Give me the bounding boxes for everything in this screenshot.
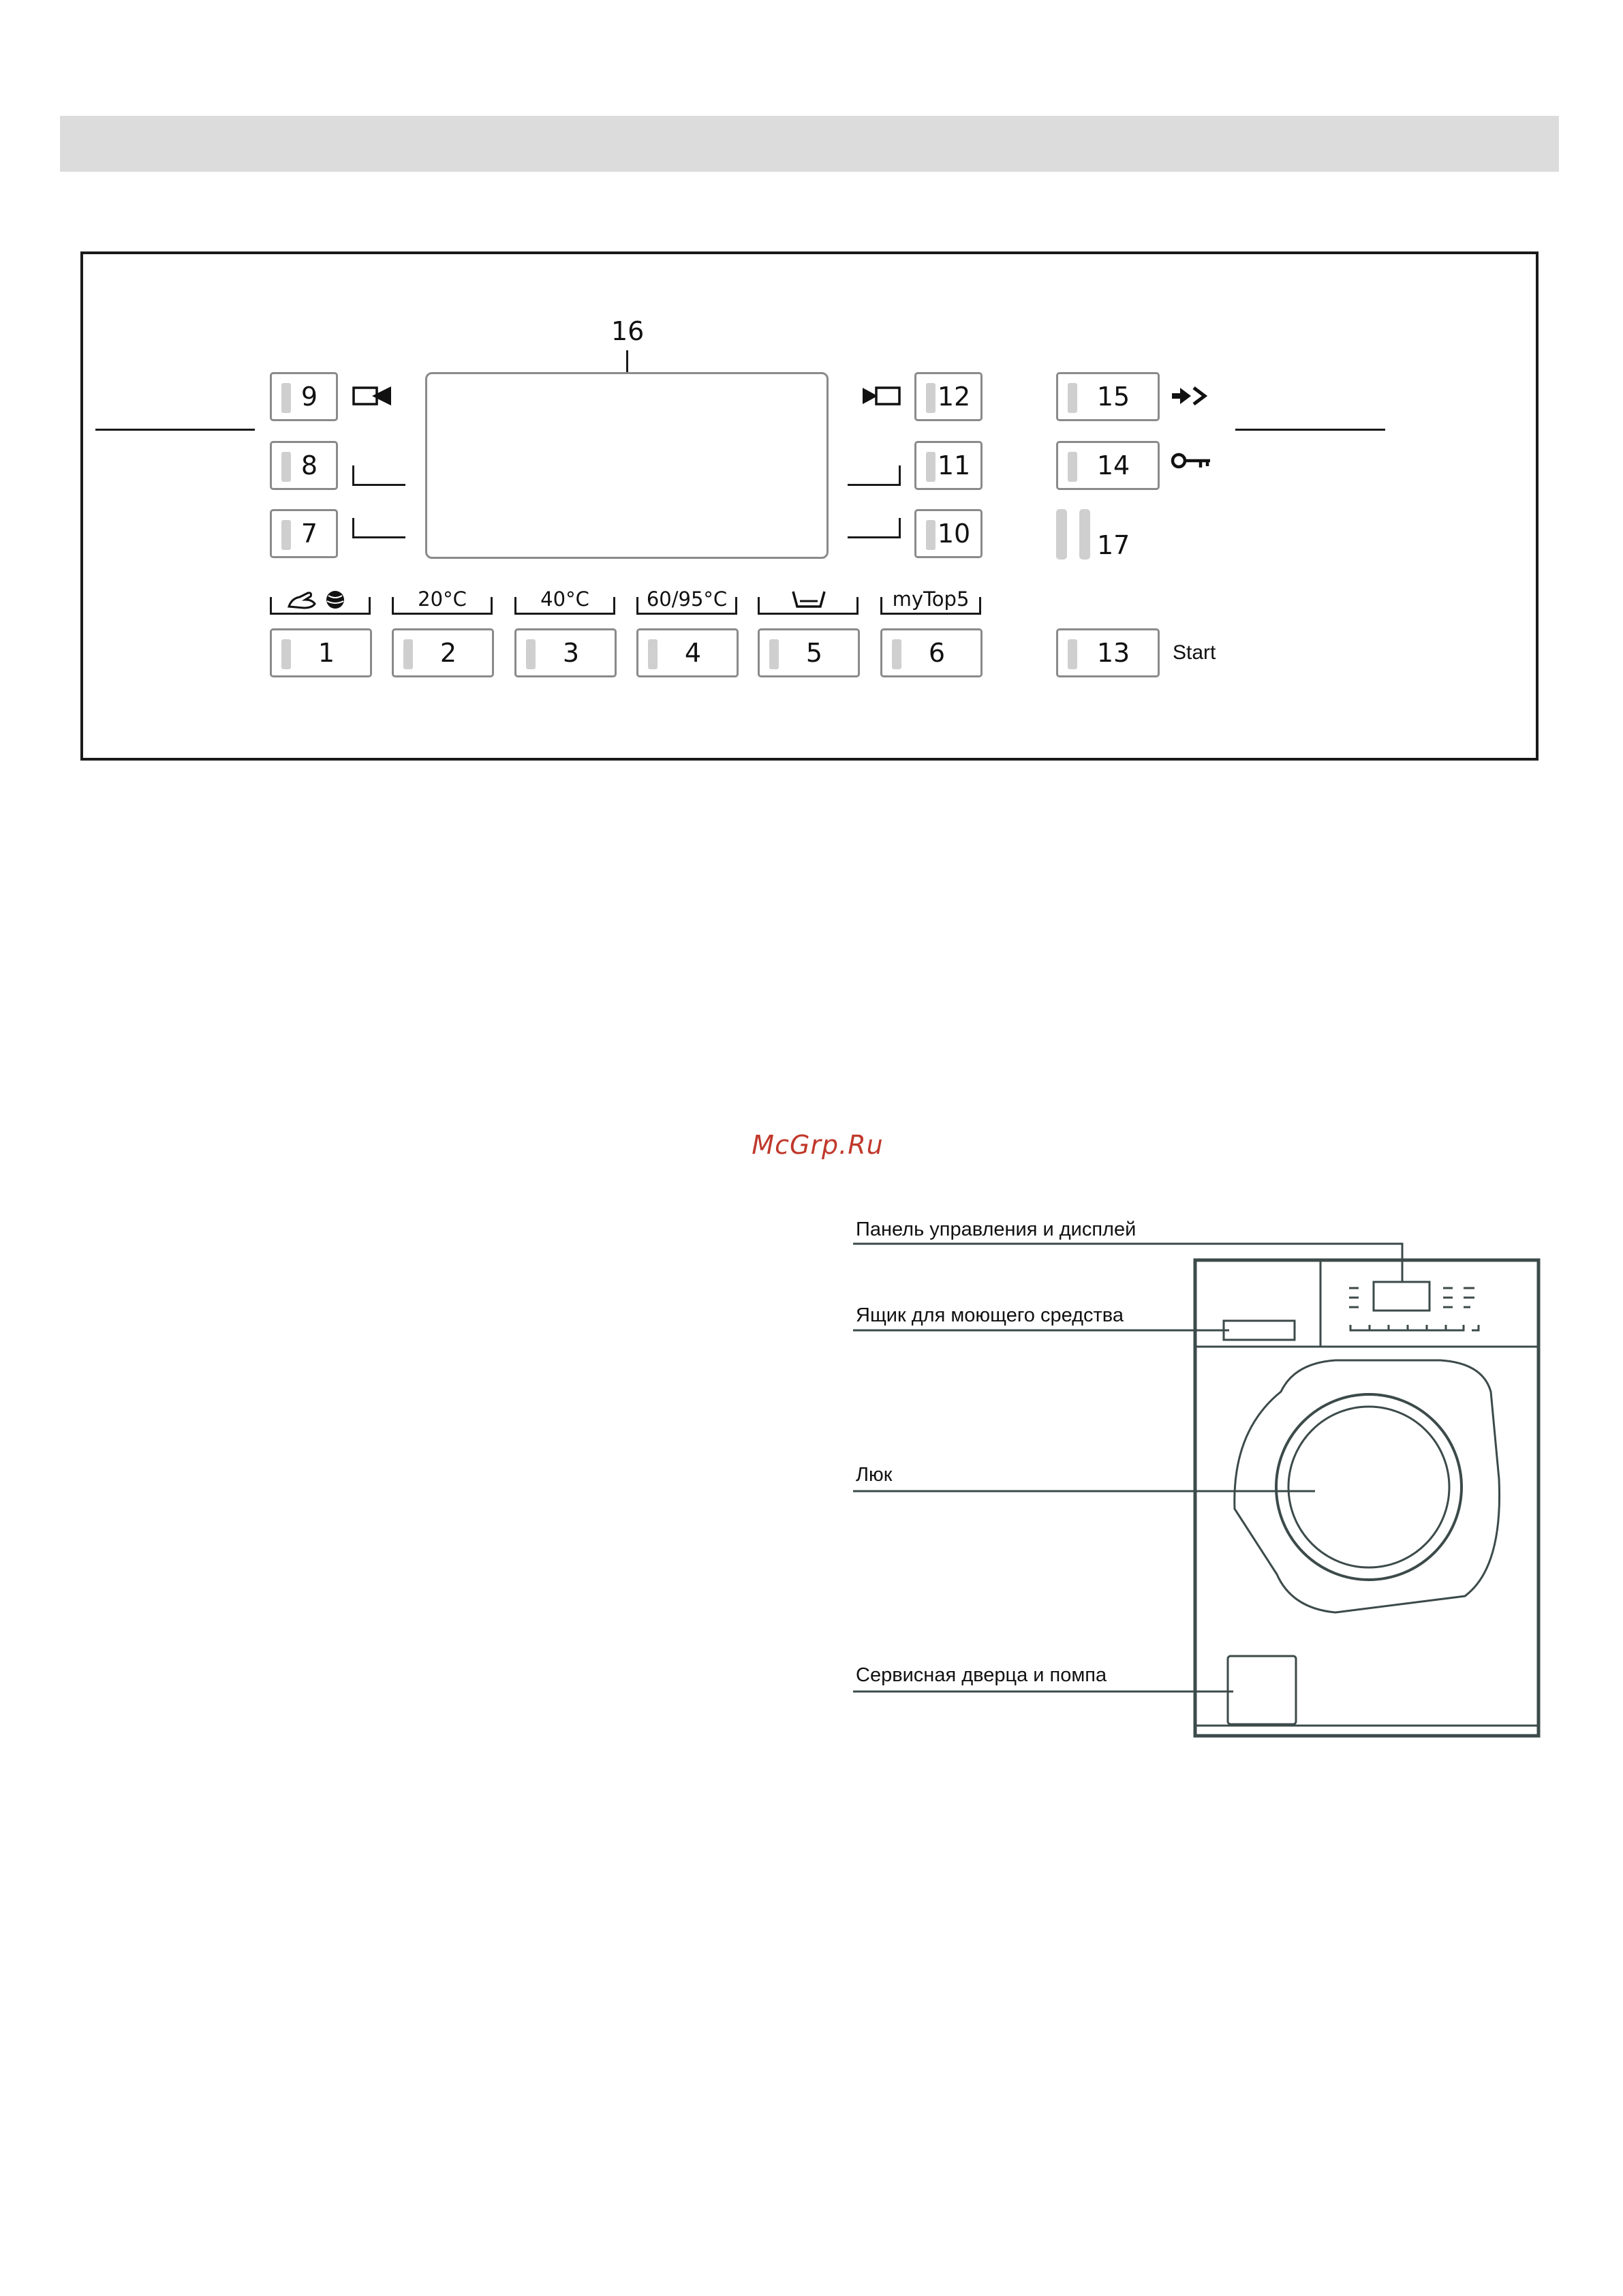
button-4-number: 4 — [684, 638, 702, 668]
callout-service-door-label: Сервисная дверца и помпа — [856, 1664, 1107, 1686]
start-button-number: 13 — [1096, 638, 1130, 668]
program-4-label: 60/95°C — [646, 587, 728, 611]
button-9[interactable] — [270, 372, 338, 421]
button-5[interactable] — [758, 628, 860, 677]
button-2[interactable] — [392, 628, 494, 677]
button-10-connector — [848, 518, 901, 538]
fast-forward-icon — [1171, 382, 1213, 410]
service-door-sketch — [1228, 1656, 1296, 1724]
section-header-bar — [60, 116, 1559, 172]
display-callout-number: 16 — [611, 316, 645, 346]
button-5-number: 5 — [805, 638, 823, 668]
button-10-number: 10 — [937, 519, 971, 549]
program-2-label: 20°C — [418, 587, 467, 611]
button-12[interactable] — [914, 372, 983, 421]
callout-door-label: Люк — [856, 1464, 893, 1486]
button-9-number: 9 — [300, 382, 318, 412]
hand-wool-icon — [285, 586, 356, 612]
display-screen — [425, 372, 829, 559]
indicator-callout-number: 17 — [1097, 530, 1130, 560]
button-1-number: 1 — [318, 638, 335, 668]
start-button[interactable] — [1056, 628, 1160, 677]
button-8-number: 8 — [300, 450, 318, 480]
button-7-number: 7 — [300, 519, 318, 549]
button-6[interactable] — [880, 628, 983, 677]
button-11[interactable] — [914, 441, 983, 490]
watermark-text: McGrp.Ru — [752, 1130, 884, 1160]
basin-icon — [789, 587, 829, 611]
button-7[interactable] — [270, 509, 338, 558]
button-3-number: 3 — [562, 638, 580, 668]
button-14-number: 14 — [1096, 450, 1130, 480]
button-11-connector — [848, 465, 901, 486]
button-15-number: 15 — [1096, 382, 1130, 412]
button-8-connector — [352, 465, 405, 486]
button-14[interactable] — [1056, 441, 1160, 490]
door-in-icon — [352, 382, 392, 410]
button-11-number: 11 — [937, 450, 971, 480]
button-12-number: 12 — [937, 382, 971, 412]
right-leader-line — [1235, 429, 1385, 431]
button-4[interactable] — [636, 628, 739, 677]
button-10[interactable] — [914, 509, 983, 558]
button-15[interactable] — [1056, 372, 1160, 421]
status-indicator-right — [1079, 509, 1090, 560]
callout-control-panel-label: Панель управления и дисплей — [856, 1219, 1137, 1240]
left-leader-line — [95, 429, 255, 431]
button-8[interactable] — [270, 441, 338, 490]
button-1[interactable] — [270, 628, 372, 677]
machine-front-outline — [1195, 1260, 1539, 1736]
washing-machine-diagram — [845, 1240, 1547, 1745]
start-label: Start — [1173, 641, 1216, 664]
button-7-connector — [352, 518, 405, 538]
detergent-drawer-sketch — [1224, 1321, 1295, 1340]
callout-detergent-drawer-label: Ящик для моющего средства — [856, 1304, 1124, 1326]
program-6-label: myTop5 — [892, 587, 970, 611]
porthole-door-sketch — [1235, 1360, 1500, 1612]
status-indicator-left — [1056, 509, 1067, 560]
control-panel-sketch — [1349, 1282, 1479, 1330]
door-out-icon — [861, 382, 902, 410]
button-6-number: 6 — [928, 638, 946, 668]
button-2-number: 2 — [439, 638, 457, 668]
program-3-label: 40°C — [540, 587, 589, 611]
key-icon — [1171, 447, 1213, 474]
button-3[interactable] — [514, 628, 617, 677]
